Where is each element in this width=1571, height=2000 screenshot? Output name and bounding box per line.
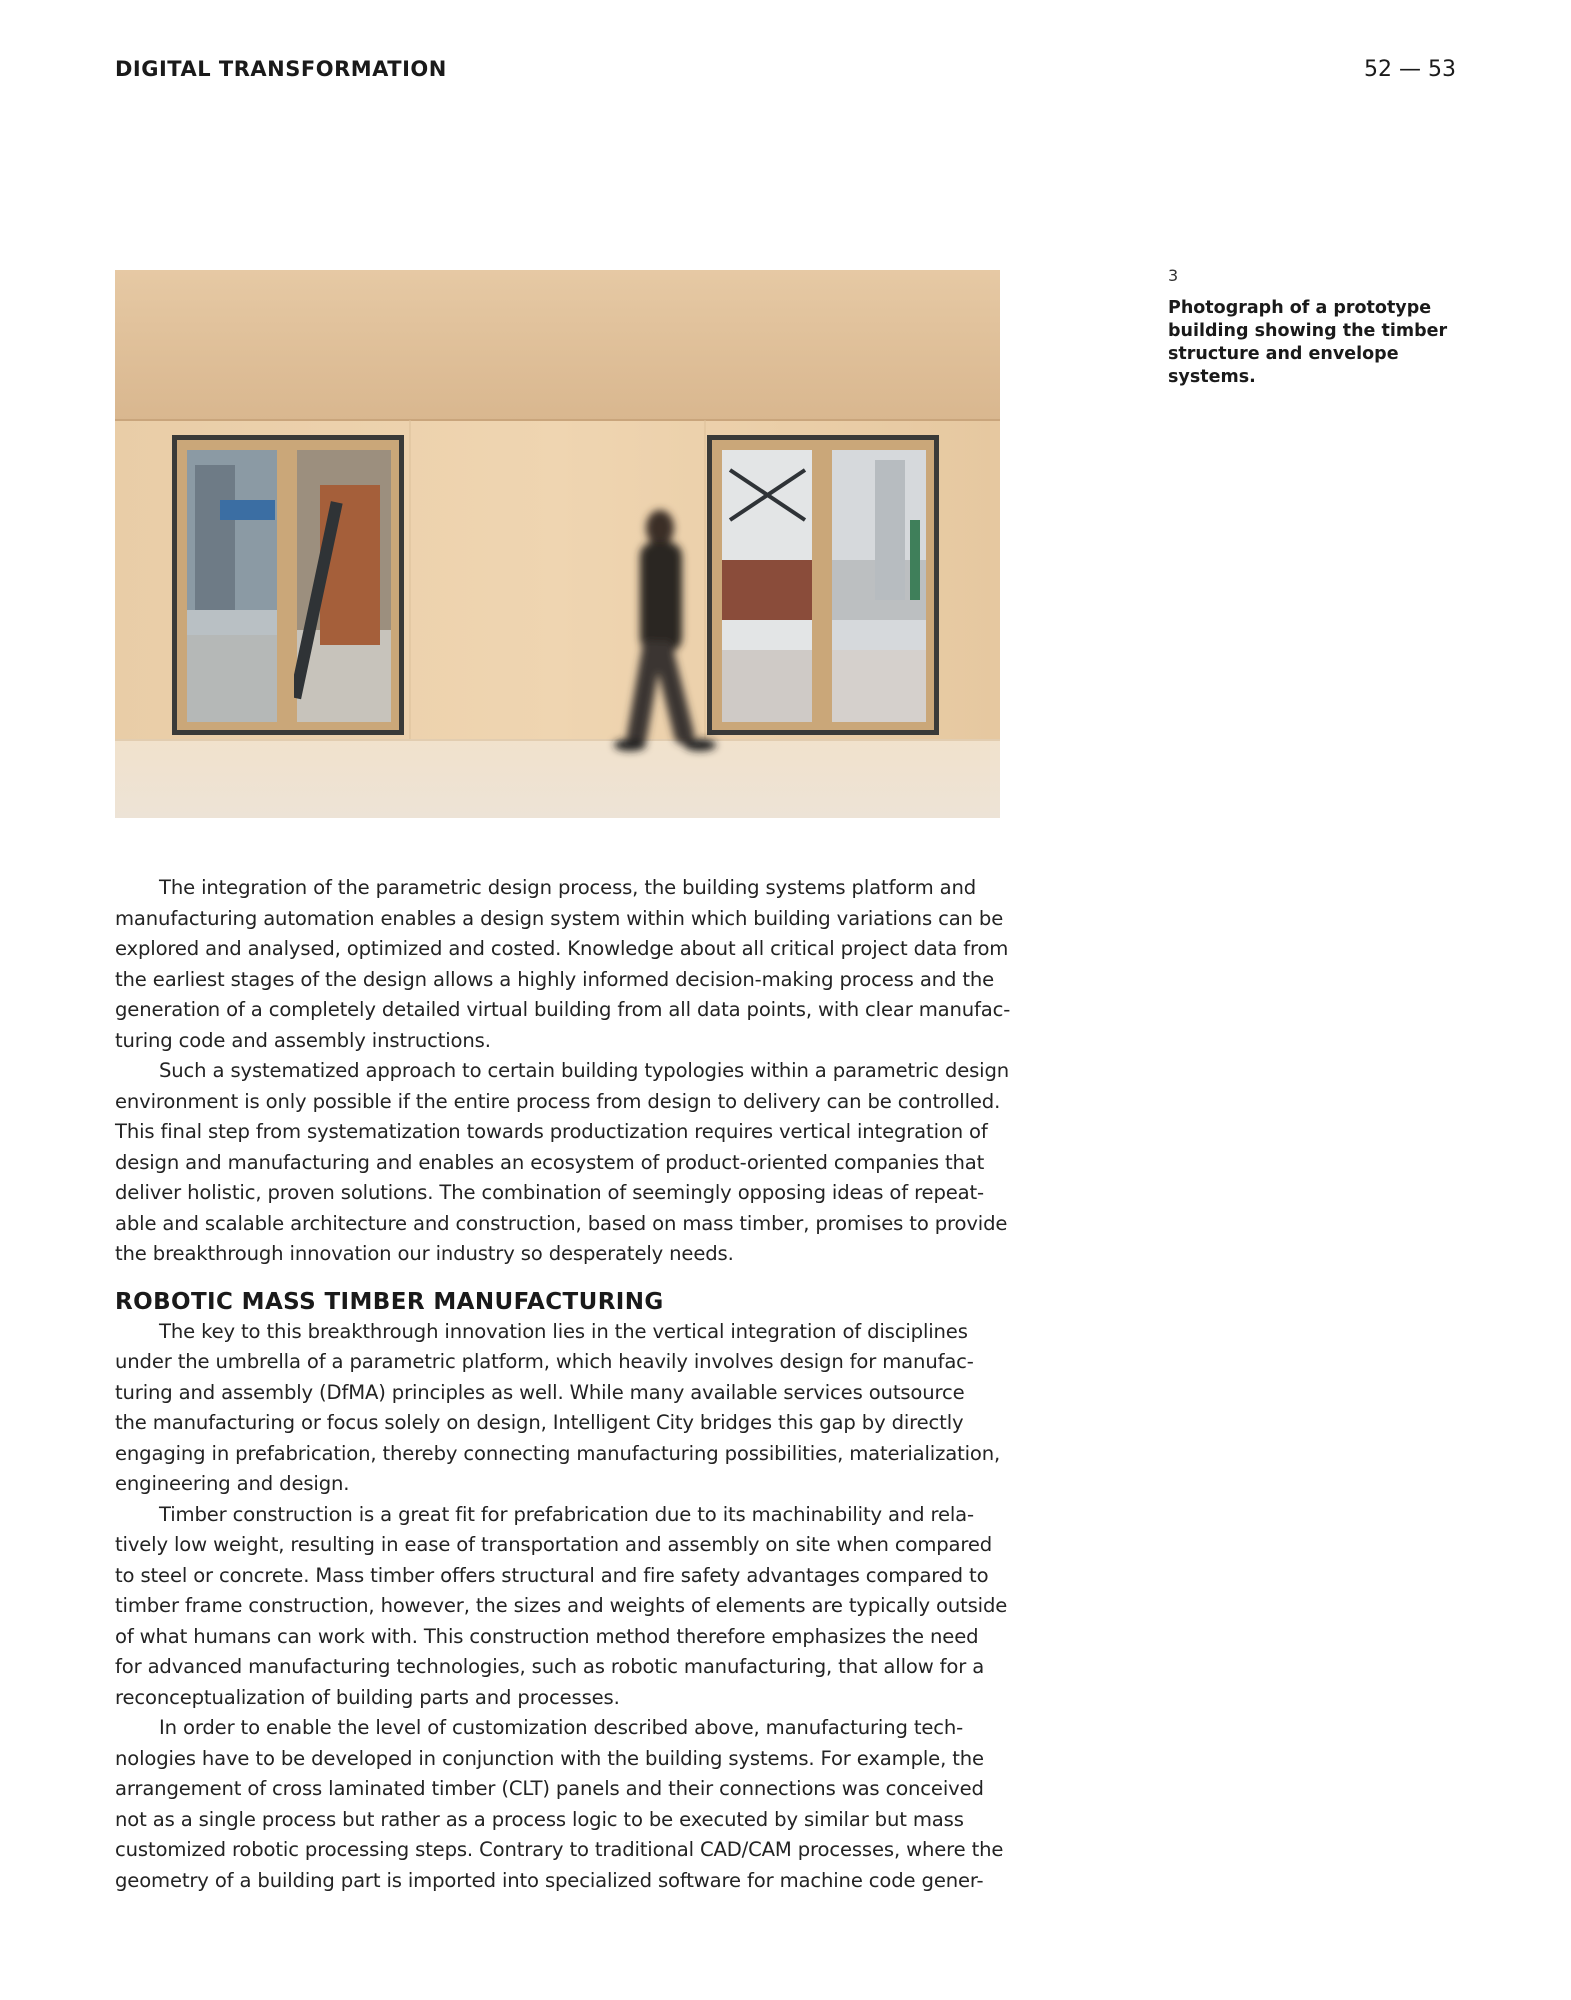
text-line: turing code and assembly instructions. — [115, 1028, 491, 1052]
text-line: design and manufacturing and enables an ecosystem of product-oriented companies that — [115, 1150, 985, 1174]
text-line: to steel or concrete. Mass timber offers structural and fire safety advantages compared to — [115, 1563, 989, 1587]
body-text — [115, 873, 1011, 1896]
text-line: timber frame construction, however, the sizes and weights of elements are typically outside — [115, 1594, 1008, 1617]
paragraph — [115, 873, 1011, 1056]
prototype-building-photo — [115, 270, 1000, 818]
text-line: environment is only possible if the entire process from design to delivery can be controlled. — [115, 1089, 1001, 1113]
paragraph — [115, 1500, 1008, 1714]
text-line: the breakthrough innovation our industry so desperately needs. — [115, 1242, 734, 1265]
text-line: deliver holistic, proven solutions. The combination of seemingly opposing ideas of repeat- — [115, 1181, 984, 1204]
text-line: geometry of a building part is imported into specialized software for machine code gener- — [115, 1868, 984, 1892]
text-line: customized robotic processing steps. Contrary to traditional CAD/CAM processes, where the — [115, 1838, 1004, 1861]
paragraph — [115, 1317, 1000, 1500]
paragraph — [115, 1713, 1004, 1896]
text-line: The integration of the parametric design process, the building systems platform and — [159, 876, 977, 899]
text-line: not as a single process but rather as a process logic to be executed by similar but mass — [115, 1807, 964, 1831]
text-line: for advanced manufacturing technologies, such as robotic manufacturing, that allow for a — [115, 1655, 985, 1678]
paragraph — [115, 1056, 1010, 1270]
running-head: DIGITAL TRANSFORMATION — [115, 57, 447, 81]
text-line: explored and analysed, optimized and costed. Knowledge about all critical project data from — [115, 937, 1009, 960]
text-line: nologies have to be developed in conjunction with the building systems. For example, the — [115, 1746, 984, 1770]
text-line: turing and assembly (DfMA) principles as well. While many available services outsource — [115, 1380, 965, 1404]
text-line: under the umbrella of a parametric platform, which heavily involves design for manufac- — [115, 1350, 974, 1373]
section-heading: ROBOTIC MASS TIMBER MANUFACTURING — [115, 1288, 664, 1315]
figure-number: 3 — [1168, 266, 1179, 285]
text-line: the manufacturing or focus solely on design, Intelligent City bridges this gap by directly — [115, 1411, 964, 1434]
text-line: generation of a completely detailed virtual building from all data points, with clear manufac- — [115, 998, 1011, 1021]
text-line: the earliest stages of the design allows a highly informed decision-making process and the — [115, 967, 995, 991]
page-numbers: 52 — 53 — [1364, 57, 1456, 82]
text-line: able and scalable architecture and construction, based on mass timber, promises to provide — [115, 1211, 1008, 1235]
text-line: engaging in prefabrication, thereby connecting manufacturing possibilities, materialization, — [115, 1441, 1001, 1465]
text-line: This final step from systematization towards productization requires vertical integration of — [115, 1120, 988, 1143]
text-line: manufacturing automation enables a design system within which building variations can be — [115, 906, 1004, 930]
text-line: Such a systematized approach to certain building typologies within a parametric design — [159, 1059, 1010, 1082]
text-line: engineering and design. — [115, 1472, 350, 1495]
text-line: In order to enable the level of customization described above, manufacturing tech- — [159, 1716, 964, 1739]
text-line: tively low weight, resulting in ease of transportation and assembly on site when compared — [115, 1533, 993, 1556]
figure-caption-text: Photograph of a prototype building showing the timber structure and envelope systems. — [1168, 298, 1448, 387]
text-line: The key to this breakthrough innovation lies in the vertical integration of disciplines — [159, 1319, 968, 1343]
text-line: Timber construction is a great fit for prefabrication due to its machinability and rela- — [159, 1502, 974, 1526]
text-line: arrangement of cross laminated timber (CLT) panels and their connections was conceived — [115, 1777, 984, 1800]
text-line: of what humans can work with. This construction method therefore emphasizes the need — [115, 1624, 979, 1648]
figure-caption — [1168, 266, 1468, 389]
text-line: reconceptualization of building parts and processes. — [115, 1685, 620, 1709]
